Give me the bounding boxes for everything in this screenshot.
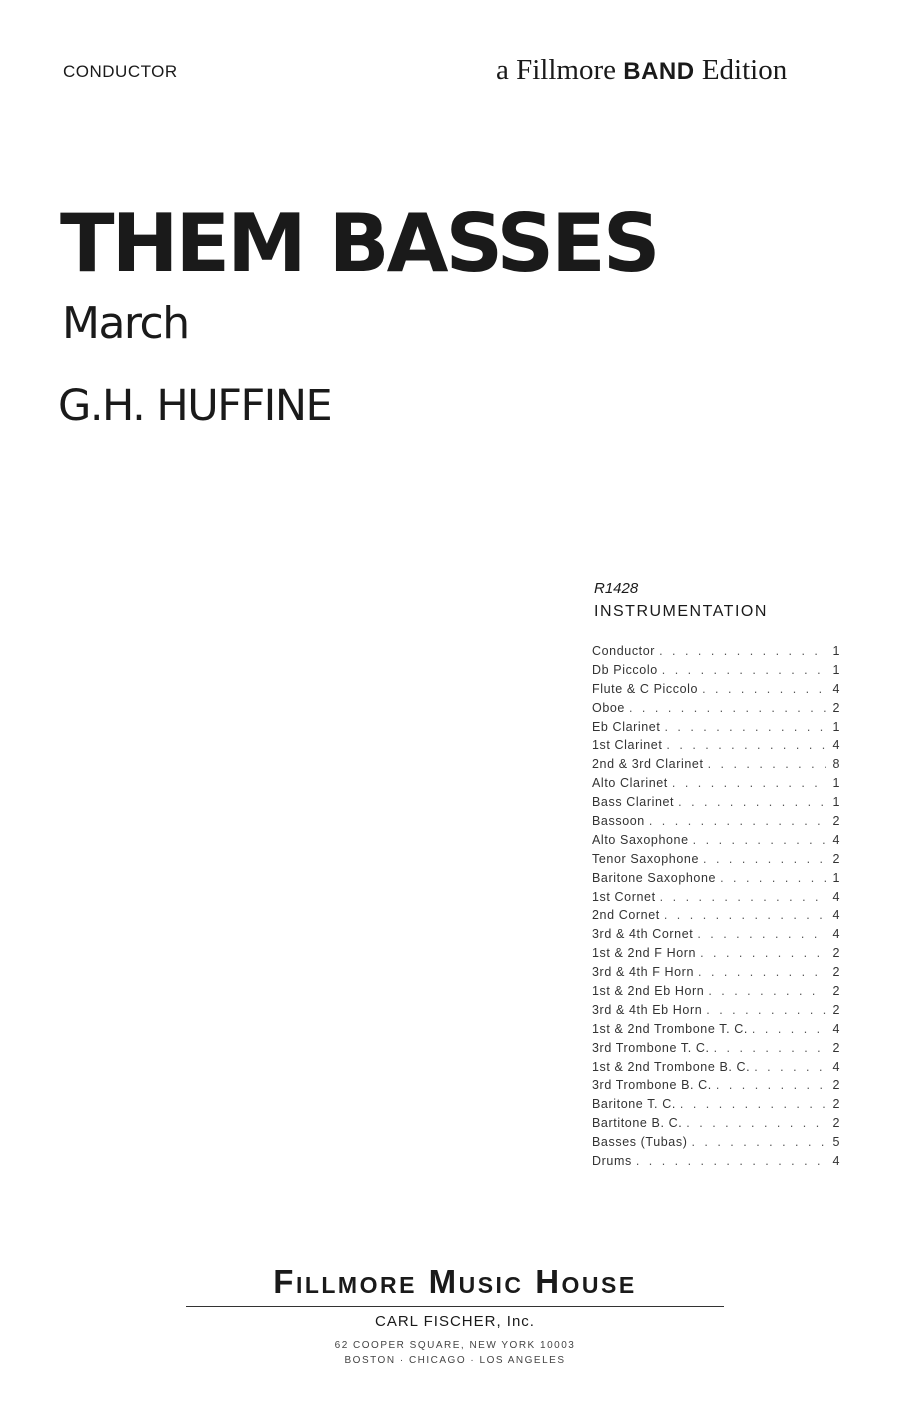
edition-suffix: Edition bbox=[701, 54, 788, 86]
instrumentation-item bbox=[592, 1001, 840, 1020]
dot-leader bbox=[666, 736, 826, 755]
instrument-quantity: 1 bbox=[832, 795, 840, 810]
dot-leader bbox=[686, 1114, 826, 1133]
instrumentation-item bbox=[592, 812, 840, 831]
instrument-name: 3rd & 4th Cornet bbox=[592, 927, 694, 942]
instrument-name: 3rd & 4th F Horn bbox=[592, 965, 695, 980]
instrument-quantity: 5 bbox=[832, 1135, 840, 1150]
instrument-name: Db Piccolo bbox=[592, 662, 658, 677]
instrument-name: Tenor Saxophone bbox=[592, 851, 699, 866]
publisher-name: Fillmore Music House bbox=[273, 1263, 637, 1300]
instrument-quantity: 2 bbox=[832, 1002, 840, 1017]
company-cities: BOSTON · CHICAGO · LOS ANGELES bbox=[344, 1355, 566, 1366]
dot-leader bbox=[636, 1152, 826, 1171]
instrument-quantity: 2 bbox=[832, 965, 840, 980]
dot-leader bbox=[672, 774, 826, 793]
dot-leader bbox=[697, 925, 826, 944]
instrument-quantity: 1 bbox=[832, 719, 840, 734]
instrumentation-item bbox=[592, 888, 840, 907]
piece-subtitle: March bbox=[62, 298, 189, 349]
dot-leader bbox=[664, 906, 826, 925]
instrument-quantity: 4 bbox=[832, 1154, 840, 1169]
instrument-quantity: 2 bbox=[832, 814, 840, 829]
dot-leader bbox=[716, 1076, 826, 1095]
dot-leader bbox=[691, 1133, 826, 1152]
dot-leader bbox=[698, 963, 826, 982]
instrument-quantity: 1 bbox=[832, 662, 840, 677]
instrument-name: Alto Saxophone bbox=[592, 832, 689, 847]
instrument-name: 3rd & 4th Eb Horn bbox=[592, 1002, 703, 1017]
instrumentation-item bbox=[592, 925, 840, 944]
instrument-name: 1st & 2nd Eb Horn bbox=[592, 984, 705, 999]
instrument-name: Baritone Saxophone bbox=[592, 870, 717, 885]
instrument-name: 1st & 2nd Trombone T. C. bbox=[592, 1021, 748, 1036]
instrument-quantity: 2 bbox=[832, 1040, 840, 1055]
dot-leader bbox=[649, 812, 826, 831]
instrument-quantity: 2 bbox=[832, 700, 840, 715]
instrument-name: 1st & 2nd F Horn bbox=[592, 946, 697, 961]
part-label: CONDUCTOR bbox=[63, 62, 178, 81]
instrument-quantity: 4 bbox=[832, 927, 840, 942]
dot-leader bbox=[720, 869, 826, 888]
instrumentation-heading: INSTRUMENTATION bbox=[594, 603, 768, 620]
instrument-quantity: 4 bbox=[832, 681, 840, 696]
instrument-name: 1st Clarinet bbox=[592, 738, 663, 753]
dot-leader bbox=[678, 793, 826, 812]
instrumentation-item bbox=[592, 1114, 840, 1133]
instrument-name: Drums bbox=[592, 1154, 632, 1169]
instrumentation-item bbox=[592, 831, 840, 850]
instrumentation-item bbox=[592, 906, 840, 925]
instrument-quantity: 8 bbox=[832, 757, 840, 772]
instrument-name: Baritone T. C. bbox=[592, 1097, 676, 1112]
composer-name: G.H. HUFFINE bbox=[58, 381, 332, 431]
instrument-name: Basses (Tubas) bbox=[592, 1135, 688, 1150]
instrumentation-item bbox=[592, 1133, 840, 1152]
edition-band: BAND bbox=[623, 58, 695, 85]
instrument-quantity: 1 bbox=[832, 644, 840, 658]
instrumentation-item bbox=[592, 755, 840, 774]
instrument-quantity: 2 bbox=[832, 984, 840, 999]
instrumentation-item bbox=[592, 736, 840, 755]
instrumentation-item bbox=[592, 793, 840, 812]
instrument-name: Bass Clarinet bbox=[592, 795, 675, 810]
instrumentation-item bbox=[592, 982, 840, 1001]
dot-leader bbox=[680, 1095, 826, 1114]
instrumentation-item bbox=[592, 850, 840, 869]
dot-leader bbox=[629, 699, 826, 718]
dot-leader bbox=[708, 755, 826, 774]
instrument-name: Alto Clarinet bbox=[592, 776, 668, 791]
instrumentation-item bbox=[592, 680, 840, 699]
instrument-quantity: 4 bbox=[832, 738, 840, 753]
instrument-quantity: 4 bbox=[832, 1059, 840, 1074]
instrumentation-item bbox=[592, 1039, 840, 1058]
instrument-quantity: 4 bbox=[832, 908, 840, 923]
instrument-name: Oboe bbox=[592, 700, 625, 715]
dot-leader bbox=[693, 831, 826, 850]
edition-line bbox=[496, 54, 787, 87]
instrument-name: Eb Clarinet bbox=[592, 719, 661, 734]
catalog-number: R1428 bbox=[594, 580, 639, 597]
instrument-quantity: 4 bbox=[832, 832, 840, 847]
publisher-rule bbox=[186, 1306, 724, 1307]
instrumentation-item bbox=[592, 661, 840, 680]
dot-leader bbox=[660, 888, 826, 907]
dot-leader bbox=[703, 850, 826, 869]
instrumentation-item bbox=[592, 1152, 840, 1171]
instrument-quantity: 2 bbox=[832, 1116, 840, 1131]
instrument-quantity: 2 bbox=[832, 851, 840, 866]
instrument-name: 1st & 2nd Trombone B. C. bbox=[592, 1059, 751, 1074]
instrument-name: 2nd Cornet bbox=[592, 908, 660, 923]
instrument-quantity: 4 bbox=[832, 889, 840, 904]
instrument-quantity: 4 bbox=[832, 1021, 840, 1036]
dot-leader bbox=[664, 718, 826, 737]
dot-leader bbox=[754, 1058, 826, 1077]
instrument-quantity: 2 bbox=[832, 1078, 840, 1093]
instrument-quantity: 1 bbox=[832, 870, 840, 885]
instrumentation-item bbox=[592, 963, 840, 982]
company-name: CARL FISCHER, Inc. bbox=[375, 1313, 535, 1330]
instrument-name: 3rd Trombone B. C. bbox=[592, 1078, 712, 1093]
instrumentation-item bbox=[592, 1058, 840, 1077]
instrumentation-item bbox=[592, 699, 840, 718]
instrumentation-list bbox=[592, 642, 840, 1171]
instrumentation-item bbox=[592, 1076, 840, 1095]
instrument-name: 2nd & 3rd Clarinet bbox=[592, 757, 704, 772]
dot-leader bbox=[708, 982, 826, 1001]
instrumentation-item bbox=[592, 774, 840, 793]
dot-leader bbox=[706, 1001, 826, 1020]
instrumentation-item bbox=[592, 869, 840, 888]
dot-leader bbox=[752, 1020, 826, 1039]
instrumentation-item bbox=[592, 944, 840, 963]
dot-leader bbox=[662, 661, 826, 680]
dot-leader bbox=[700, 944, 826, 963]
instrument-quantity: 1 bbox=[832, 776, 840, 791]
instrumentation-item bbox=[592, 718, 840, 737]
instrument-quantity: 2 bbox=[832, 1097, 840, 1112]
piece-title: THEM BASSES bbox=[60, 197, 658, 290]
instrument-name: 1st Cornet bbox=[592, 889, 656, 904]
instrumentation-item bbox=[592, 1020, 840, 1039]
instrumentation-item bbox=[592, 1095, 840, 1114]
instrument-name: 3rd Trombone T. C. bbox=[592, 1040, 710, 1055]
instrument-quantity: 2 bbox=[832, 946, 840, 961]
instrument-name: Conductor bbox=[592, 644, 656, 658]
dot-leader bbox=[659, 642, 826, 661]
instrument-name: Flute & C Piccolo bbox=[592, 681, 699, 696]
company-address: 62 COOPER SQUARE, NEW YORK 10003 bbox=[334, 1340, 576, 1351]
edition-prefix: a Fillmore bbox=[496, 54, 617, 86]
dot-leader bbox=[702, 680, 826, 699]
instrument-name: Bassoon bbox=[592, 814, 645, 829]
dot-leader bbox=[714, 1039, 826, 1058]
instrument-name: Bartitone B. C. bbox=[592, 1116, 683, 1131]
instrumentation-item bbox=[592, 642, 840, 661]
